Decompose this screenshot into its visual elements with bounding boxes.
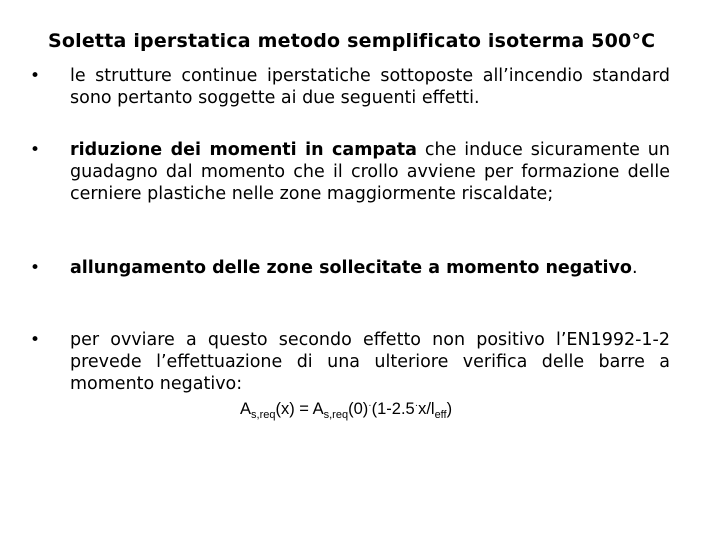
formula-sub: eff — [434, 409, 447, 421]
formula-sub: s,req — [323, 409, 349, 421]
bullet-text-plain: . — [631, 258, 638, 278]
formula-a: A — [240, 400, 252, 418]
bullet-text-plain: le strutture continue iperstatiche sottoposte all’incendio standard sono pertanto soggette ai due seguenti effetti. — [70, 66, 670, 108]
bullet-text-plain: che induce sicuramente un guadagno dal momento che il crollo avviene per formazione delle cerniere plastiche nelle zone maggiormente riscaldate; — [70, 140, 670, 204]
bullet-text — [70, 139, 670, 205]
bullet-item — [30, 257, 670, 279]
bullet-item — [30, 65, 670, 109]
bullet-text-plain: per ovviare a questo secondo effetto non positivo l’EN1992-1-2 prevede l’effettuazione di una ulteriore verifica delle barre a momento negativo: — [70, 330, 670, 394]
bullet-text — [70, 257, 670, 279]
bullet-dot: • — [30, 330, 41, 350]
bullet-text — [70, 329, 670, 395]
bullet-dot: • — [30, 258, 41, 278]
formula-part: ) — [446, 400, 453, 418]
formula-part: (0) — [348, 400, 369, 418]
formula-dot: · — [414, 400, 419, 411]
bullet-dot: • — [30, 66, 41, 86]
formula-part: (1-2.5 — [371, 400, 415, 418]
bullet-dot: • — [30, 140, 41, 160]
formula-part: (x) = A — [275, 400, 324, 418]
bullet-text-bold: riduzione dei momenti in campata — [70, 140, 417, 160]
bullet-item — [30, 329, 670, 395]
bullet-text-bold: allungamento delle zone sollecitate a momento negativo — [70, 258, 632, 278]
formula-sub: s,req — [251, 409, 276, 421]
formula-dot: · — [368, 400, 372, 411]
formula-part: x/l — [418, 400, 435, 418]
bullet-text — [70, 65, 670, 109]
bullet-item — [30, 139, 670, 205]
formula — [240, 400, 540, 421]
slide-title: Soletta iperstatica metodo semplificato isoterma 500°C — [48, 30, 656, 52]
